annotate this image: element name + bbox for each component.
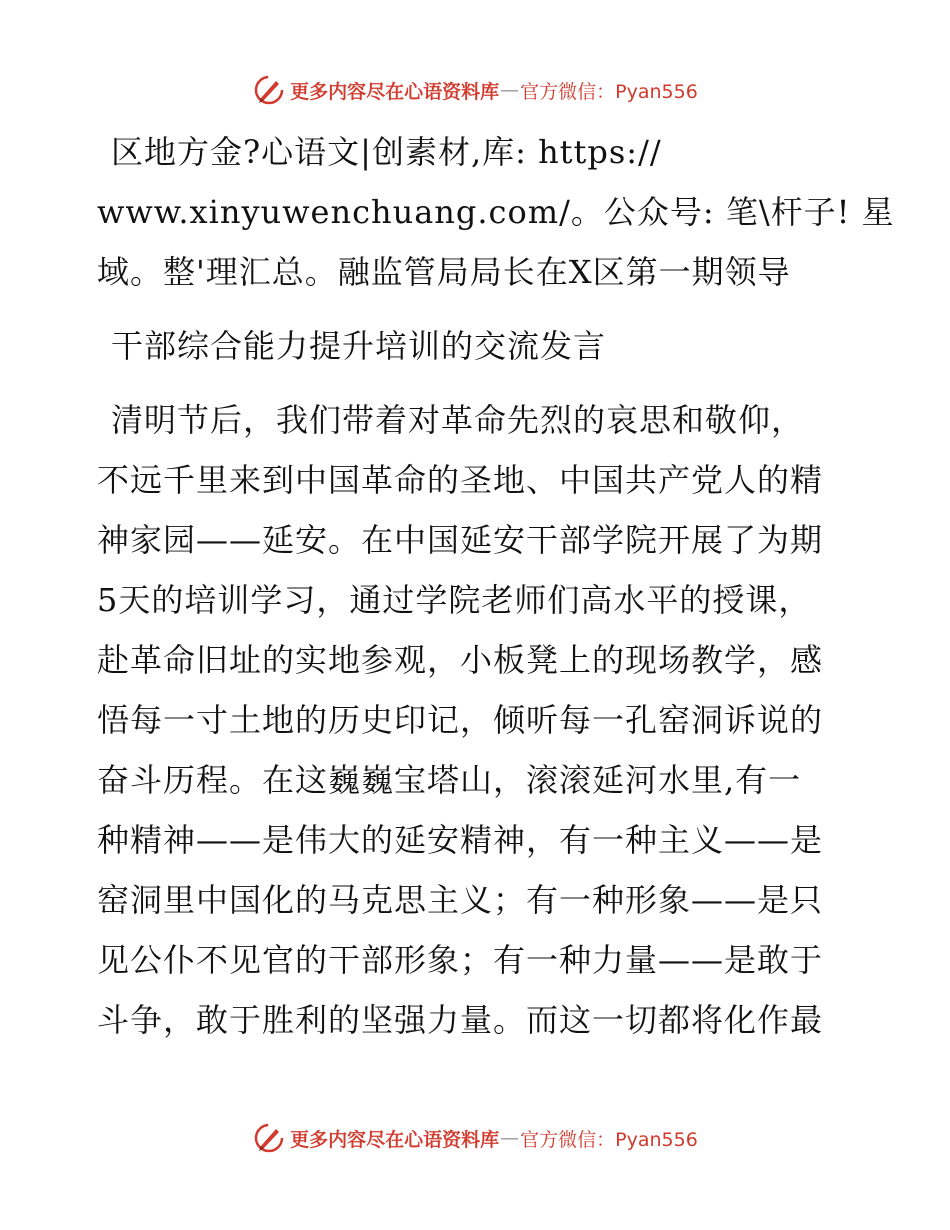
text-line: 神家园——延安。在中国延安干部学院开展了为期: [97, 521, 824, 559]
banner-dash: —: [500, 79, 520, 101]
text-line: 种精神——是伟大的延安精神，有一种主义——是: [97, 821, 824, 859]
text-line: 赴革命旧址的实地参观，小板凳上的现场教学，感: [97, 641, 824, 679]
text-line: 区地方金?心语文|创素材,库: https://: [111, 133, 662, 171]
text-line: 不远千里来到中国革命的圣地、中国共产党人的精: [97, 461, 824, 499]
banner-brand-text: 更多内容尽在心语资料库: [290, 1128, 500, 1151]
paragraph-title: [97, 316, 857, 376]
text-line: 干部综合能力提升培训的交流发言: [111, 327, 607, 365]
text-line: www.xinyuwenchuang.com/。公众号: 笔\杆子! 星: [97, 193, 895, 231]
banner-contact-text: 官方微信：Pyan556: [520, 80, 698, 103]
paragraph-body: [97, 390, 857, 1050]
text-line: 窑洞里中国化的马克思主义；有一种形象——是只: [97, 881, 824, 919]
brush-seal-icon: [252, 73, 286, 107]
brush-seal-icon: [252, 1121, 286, 1155]
text-line: 见公仆不见官的干部形象；有一种力量——是敢于: [97, 941, 824, 979]
text-line: 斗争，敢于胜利的坚强力量。而这一切都将化作最: [97, 1001, 824, 1039]
banner-brand-text: 更多内容尽在心语资料库: [290, 80, 500, 103]
footer-banner: [0, 1118, 950, 1158]
banner-contact-text: 官方微信：Pyan556: [520, 1128, 698, 1151]
text-line: 悟每一寸土地的历史印记，倾听每一孔窑洞诉说的: [97, 701, 824, 739]
paragraph-intro: [97, 122, 895, 302]
document-body: [97, 122, 895, 1050]
header-banner: [0, 70, 950, 110]
banner-dash: —: [500, 1127, 520, 1149]
text-line: 清明节后，我们带着对革命先烈的哀思和敬仰，: [111, 401, 805, 439]
text-line: 域。整'理汇总。融监管局局长在X区第一期领导: [97, 253, 791, 291]
text-line: 5天的培训学习，通过学院老师们高水平的授课，: [97, 581, 812, 619]
text-line: 奋斗历程。在这巍巍宝塔山，滚滚延河水里,有一: [97, 761, 802, 799]
